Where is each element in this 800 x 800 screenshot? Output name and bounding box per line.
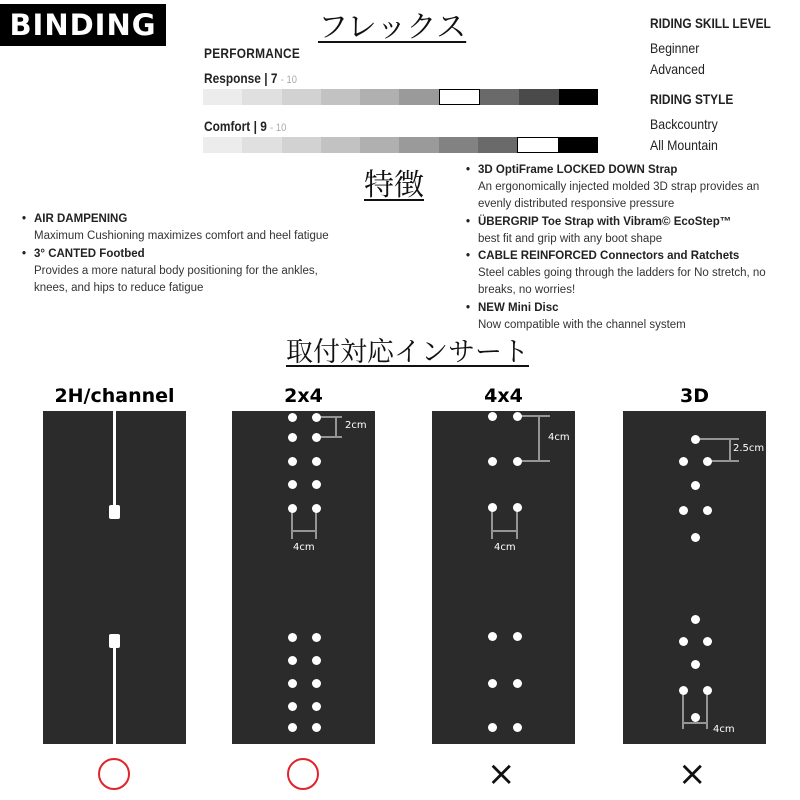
channel-slot: [113, 411, 116, 509]
dimension-label: 4cm: [293, 542, 315, 553]
feature-title: AIR DAMPENING: [34, 213, 128, 225]
scale-segment: [439, 89, 480, 105]
insert-hole: [312, 656, 321, 665]
features-title: 特徴: [364, 168, 424, 203]
insert-hole: [288, 656, 297, 665]
insert-hole: [488, 632, 497, 641]
comfort-name: Comfort: [204, 118, 251, 134]
scale-segment: [519, 89, 558, 105]
scale-segment: [321, 89, 360, 105]
feature-title: 3D OptiFrame LOCKED DOWN Strap: [478, 164, 678, 176]
insert-hole: [288, 702, 297, 711]
scale-segment: [399, 89, 438, 105]
dimension-label: 2cm: [345, 420, 367, 431]
comfort-rating-label: Comfort | 9 - 10: [204, 118, 287, 134]
scale-segment: [282, 137, 321, 153]
2x4-panel: [232, 411, 375, 744]
performance-heading: PERFORMANCE: [204, 45, 301, 61]
insert-hole: [312, 679, 321, 688]
feature-title: 3° CANTED Footbed: [34, 248, 145, 260]
feature-desc: An ergonomically injected molded 3D strap provides an evenly distributed responsive pressure: [478, 181, 760, 210]
compatible-mark: [287, 758, 319, 790]
channel-slot: [113, 644, 116, 744]
feature-item: • 3° CANTED Footbed Provides a more natural body positioning for the ankles, knees, and hips to reduce fatigue: [34, 246, 354, 297]
response-name: Response: [204, 70, 261, 86]
riding-style-heading: RIDING STYLE: [650, 91, 734, 107]
feature-item: • AIR DAMPENING Maximum Cushioning maximizes comfort and heel fatigue: [34, 211, 354, 245]
scale-segment: [242, 89, 281, 105]
feature-item: • CABLE REINFORCED Connectors and Ratchets Steel cables going through the ladders for No stretch, no breaks, no worries!: [478, 248, 793, 299]
skill-item: Advanced: [650, 61, 705, 77]
channel-panel: [43, 411, 186, 744]
insert-hole: [288, 679, 297, 688]
scale-segment: [321, 137, 360, 153]
scale-segment: [439, 137, 478, 153]
feature-title: NEW Mini Disc: [478, 302, 559, 314]
feature-desc: best fit and grip with any boot shape: [478, 233, 663, 245]
comfort-scale: [203, 137, 598, 153]
insert-name: 3D: [680, 385, 709, 407]
insert-hole: [513, 723, 522, 732]
insert-name: 2H/channel: [54, 385, 175, 407]
scale-segment: [203, 137, 242, 153]
response-scale: [203, 89, 598, 105]
style-item: Backcountry: [650, 116, 718, 132]
compatible-mark: [98, 758, 130, 790]
comfort-value: 9: [260, 118, 267, 134]
scale-segment: [517, 137, 558, 153]
skill-item: Beginner: [650, 40, 700, 56]
insert-hole: [488, 679, 497, 688]
feature-title: CABLE REINFORCED Connectors and Ratchets: [478, 250, 740, 262]
incompatible-mark: ×: [487, 754, 516, 794]
feature-item: • 3D OptiFrame LOCKED DOWN Strap An ergonomically injected molded 3D strap provides an evenly distributed responsive pressure: [478, 162, 793, 213]
feature-desc: Provides a more natural body positioning for the ankles, knees, and hips to reduce fatigue: [34, 265, 318, 294]
feature-desc: Maximum Cushioning maximizes comfort and heel fatigue: [34, 230, 329, 242]
scale-segment: [559, 89, 598, 105]
scale-segment: [478, 137, 517, 153]
feature-item: • ÜBERGRIP Toe Strap with Vibram© EcoStep™ best fit and grip with any boot shape: [478, 214, 793, 248]
scale-segment: [282, 89, 321, 105]
feature-desc: Steel cables going through the ladders for No stretch, no breaks, no worries!: [478, 267, 766, 296]
response-max: 10: [286, 74, 297, 86]
scale-segment: [203, 89, 242, 105]
response-rating-label: Response | 7 - 10: [204, 70, 297, 86]
flex-title: フレックス: [318, 10, 467, 45]
scale-segment: [242, 137, 281, 153]
3d-panel: [623, 411, 766, 744]
scale-segment: [399, 137, 438, 153]
insert-name: 2x4: [284, 385, 323, 407]
dimension-label: 4cm: [548, 432, 570, 443]
dimension-lines: [232, 411, 375, 561]
scale-segment: [360, 89, 399, 105]
insert-title: 取付対応インサート: [286, 337, 529, 368]
insert-hole: [312, 633, 321, 642]
logo-badge: BINDING: [0, 4, 166, 46]
scale-segment: [559, 137, 598, 153]
channel-bolt: [109, 505, 120, 519]
insert-hole: [312, 723, 321, 732]
dimension-label: 4cm: [494, 542, 516, 553]
style-item: All Mountain: [650, 137, 718, 153]
insert-name: 4x4: [484, 385, 523, 407]
insert-hole: [513, 679, 522, 688]
insert-hole: [488, 723, 497, 732]
incompatible-mark: ×: [678, 754, 707, 794]
scale-segment: [480, 89, 519, 105]
dimension-lines: [623, 411, 766, 744]
riding-skill-heading: RIDING SKILL LEVEL: [650, 15, 771, 31]
feature-desc: Now compatible with the channel system: [478, 319, 686, 331]
dimension-label: 2.5cm: [733, 443, 765, 454]
4x4-panel: [432, 411, 575, 744]
insert-hole: [288, 633, 297, 642]
feature-item: • NEW Mini Disc Now compatible with the channel system: [478, 300, 793, 334]
response-value: 7: [270, 70, 278, 86]
scale-segment: [360, 137, 399, 153]
dimension-label: 4cm: [713, 724, 735, 735]
comfort-max: 10: [275, 122, 287, 134]
insert-hole: [312, 702, 321, 711]
insert-hole: [513, 632, 522, 641]
insert-hole: [288, 723, 297, 732]
feature-title: ÜBERGRIP Toe Strap with Vibram© EcoStep™: [478, 216, 732, 228]
